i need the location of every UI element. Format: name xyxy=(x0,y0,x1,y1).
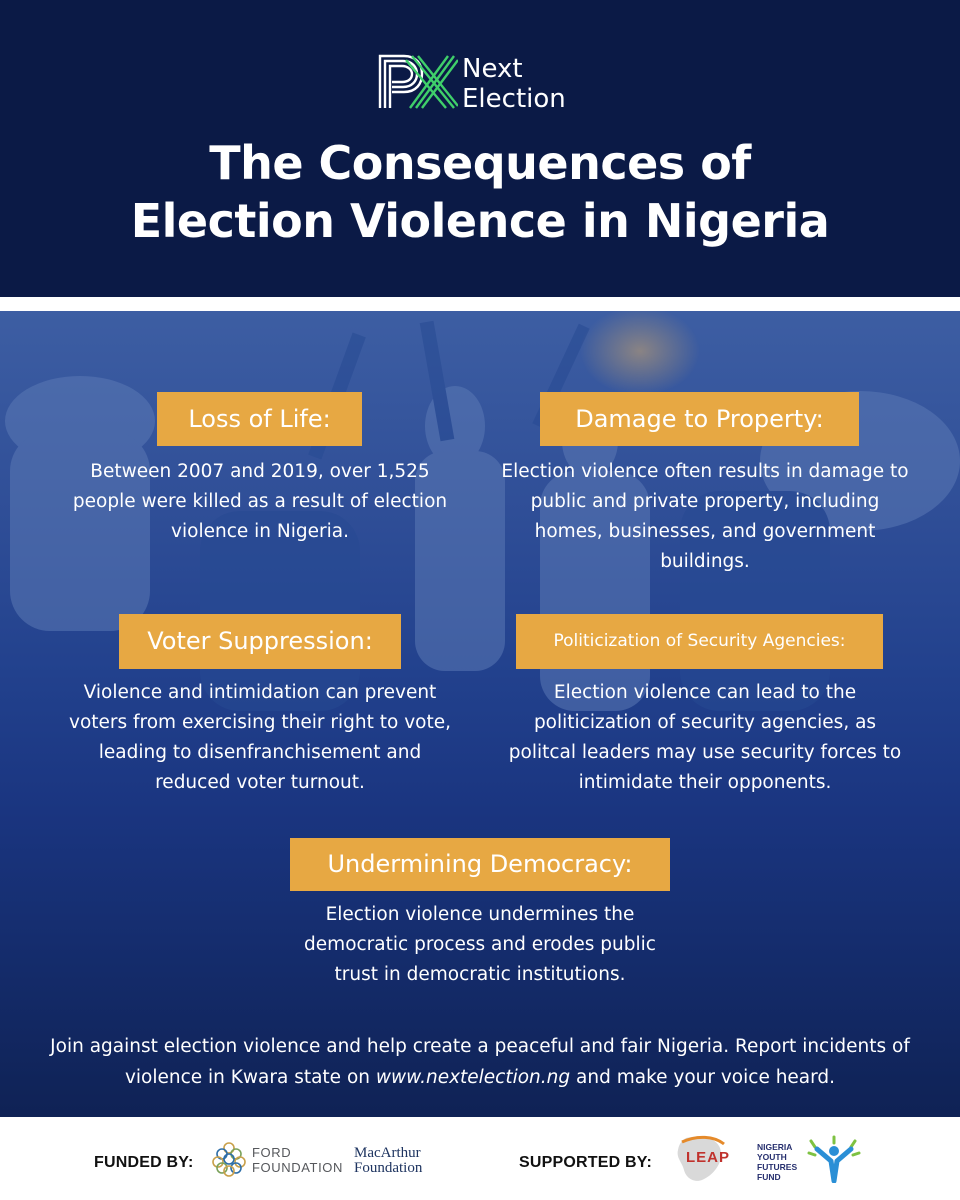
cta-line-1: Join against election violence and help create a peaceful and fair Nigeria. Report incidents of xyxy=(50,1036,910,1057)
mac-line-1: MacArthur xyxy=(354,1145,421,1161)
nyff-line-2: YOUTH xyxy=(757,1152,787,1162)
text-line: politcal leaders may use security forces to xyxy=(508,742,902,763)
title-line-2: Election Violence in Nigeria xyxy=(130,194,830,248)
title-line-1: The Consequences of xyxy=(209,136,751,190)
nyff-wordmark xyxy=(757,1142,797,1182)
text-line: leading to disenfranchisement and xyxy=(98,742,422,763)
text-line: homes, businesses, and government xyxy=(534,521,876,542)
text-line: reduced voter turnout. xyxy=(155,772,365,793)
cta-line-2-post: and make your voice heard. xyxy=(570,1067,836,1088)
text-line: Between 2007 and 2019, over 1,525 xyxy=(90,461,430,482)
label-voter-suppression: Voter Suppression: xyxy=(119,614,401,669)
text-line: public and private property, including xyxy=(530,491,880,512)
text-damage-to-property xyxy=(470,457,940,577)
leap-wordmark: LEAP xyxy=(686,1149,731,1166)
text-loss-of-life xyxy=(20,457,500,547)
label-loss-of-life: Loss of Life: xyxy=(157,392,362,446)
ford-line-2: FOUNDATION xyxy=(252,1160,343,1175)
text-line: trust in democratic institutions. xyxy=(334,964,626,985)
text-line: Election violence undermines the xyxy=(325,904,635,925)
text-line: buildings. xyxy=(660,551,750,572)
text-line: intimidate their opponents. xyxy=(578,772,832,793)
text-line: people were killed as a result of election xyxy=(72,491,448,512)
text-line: Violence and intimidation can prevent xyxy=(83,682,437,703)
text-line: Election violence can lead to the xyxy=(553,682,857,703)
text-line: politicization of security agencies, as xyxy=(533,712,877,733)
label-politicization: Politicization of Security Agencies: xyxy=(516,614,883,669)
header xyxy=(0,0,960,297)
label-damage-to-property: Damage to Property: xyxy=(540,392,859,446)
macarthur-foundation-wordmark xyxy=(354,1146,422,1176)
ford-line-1: FORD xyxy=(252,1145,292,1160)
nyff-line-1: NIGERIA xyxy=(757,1142,793,1152)
text-line: Election violence often results in damage to xyxy=(501,461,909,482)
mac-line-2: Foundation xyxy=(354,1160,423,1176)
ford-foundation-logo-icon xyxy=(210,1140,248,1178)
text-politicization xyxy=(470,678,940,798)
text-undermining-democracy xyxy=(240,900,720,990)
text-line: voters from exercising their right to vote, xyxy=(69,712,451,733)
funded-by-label: FUNDED BY: xyxy=(94,1154,194,1171)
text-line: violence in Nigeria. xyxy=(171,521,349,542)
cta-line-2-pre: violence in Kwara state on xyxy=(124,1067,376,1088)
label-undermining-democracy: Undermining Democracy: xyxy=(290,838,670,891)
text-line: democratic process and erodes public xyxy=(304,934,656,955)
logo-line-1: Next xyxy=(462,54,523,84)
ford-foundation-wordmark xyxy=(252,1145,343,1175)
call-to-action xyxy=(20,1031,940,1093)
website-link[interactable]: www.nextelection.ng xyxy=(375,1067,571,1088)
page-title xyxy=(0,134,960,250)
divider xyxy=(0,297,960,311)
nyff-line-3: FUTURES xyxy=(757,1162,798,1172)
nyff-line-4: FUND xyxy=(757,1172,781,1182)
main-panel xyxy=(0,311,960,1117)
supported-by-label: SUPPORTED BY: xyxy=(519,1154,652,1171)
nigeria-youth-futures-fund-logo-icon xyxy=(805,1135,863,1183)
text-voter-suppression xyxy=(20,678,500,798)
next-election-logo xyxy=(378,52,588,114)
cta-line-2 xyxy=(20,1062,940,1093)
next-election-logo-icon xyxy=(378,52,458,112)
logo-line-2: Election xyxy=(462,84,566,114)
logo-wordmark xyxy=(462,54,566,114)
footer xyxy=(0,1117,960,1200)
